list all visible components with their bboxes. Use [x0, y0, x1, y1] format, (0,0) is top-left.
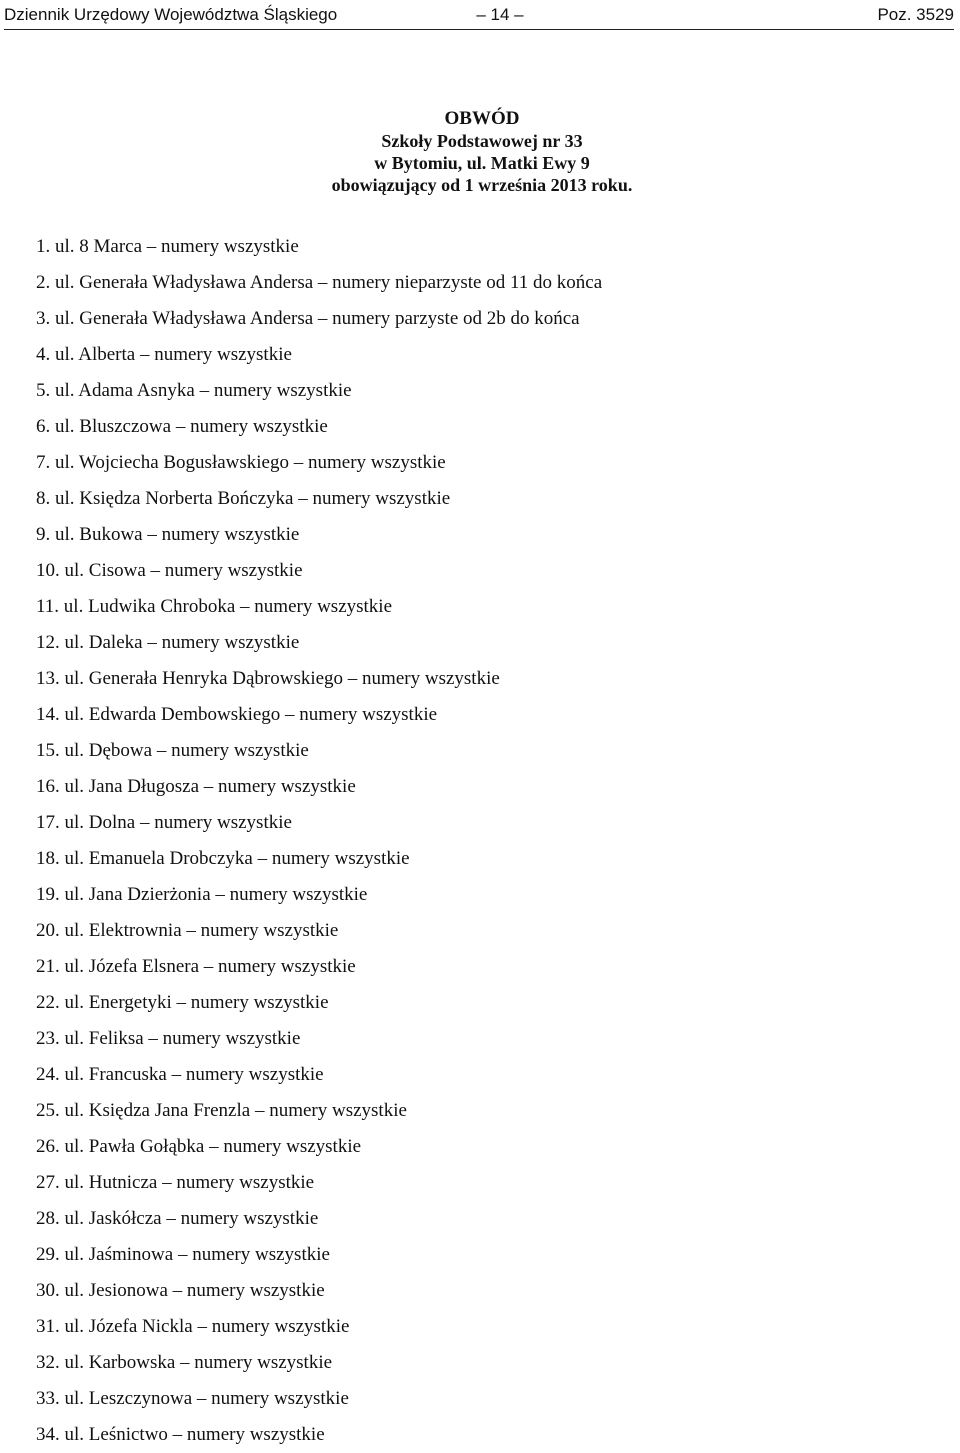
- list-item: 21. ul. Józefa Elsnera – numery wszystkie: [36, 956, 356, 977]
- list-item: 16. ul. Jana Długosza – numery wszystkie: [36, 776, 356, 797]
- title-line-1: OBWÓD: [444, 108, 520, 129]
- list-item: 6. ul. Bluszczowa – numery wszystkie: [36, 416, 328, 437]
- list-item: 10. ul. Cisowa – numery wszystkie: [36, 560, 303, 581]
- list-item: 8. ul. Księdza Norberta Bończyka – numery wszystkie: [36, 488, 451, 509]
- list-item: 4. ul. Alberta – numery wszystkie: [36, 344, 292, 365]
- page-number: – 14 –: [476, 5, 524, 24]
- list-item: 28. ul. Jaskółcza – numery wszystkie: [36, 1208, 319, 1229]
- list-item: 29. ul. Jaśminowa – numery wszystkie: [36, 1244, 330, 1265]
- list-item: 7. ul. Wojciecha Bogusławskiego – numery wszystkie: [36, 452, 446, 473]
- list-item: 26. ul. Pawła Gołąbka – numery wszystkie: [36, 1136, 362, 1157]
- list-item: 20. ul. Elektrownia – numery wszystkie: [36, 920, 339, 941]
- list-item: 30. ul. Jesionowa – numery wszystkie: [36, 1280, 325, 1301]
- list-item: 11. ul. Ludwika Chroboka – numery wszystkie: [36, 596, 393, 617]
- list-item: 27. ul. Hutnicza – numery wszystkie: [36, 1172, 315, 1193]
- list-item: 14. ul. Edwarda Dembowskiego – numery wszystkie: [36, 704, 438, 725]
- page-header: [4, 3, 954, 30]
- list-item: 25. ul. Księdza Jana Frenzla – numery wszystkie: [36, 1100, 407, 1121]
- position-number: Poz. 3529: [877, 5, 954, 24]
- list-item: 5. ul. Adama Asnyka – numery wszystkie: [36, 380, 352, 401]
- street-list: [36, 229, 602, 1453]
- journal-title: Dziennik Urzędowy Województwa Śląskiego: [4, 5, 338, 24]
- list-item: 12. ul. Daleka – numery wszystkie: [36, 632, 300, 653]
- list-item: 19. ul. Jana Dzierżonia – numery wszystkie: [36, 884, 368, 905]
- list-item: 31. ul. Józefa Nickla – numery wszystkie: [36, 1316, 350, 1337]
- list-item: 3. ul. Generała Władysława Andersa – numery parzyste od 2b do końca: [36, 308, 580, 329]
- list-item: 24. ul. Francuska – numery wszystkie: [36, 1064, 324, 1085]
- list-item: 22. ul. Energetyki – numery wszystkie: [36, 992, 329, 1013]
- list-item: 17. ul. Dolna – numery wszystkie: [36, 812, 292, 833]
- list-item: 18. ul. Emanuela Drobczyka – numery wszystkie: [36, 848, 410, 869]
- title-line-4: obowiązujący od 1 września 2013 roku.: [331, 175, 633, 195]
- title-line-2: Szkoły Podstawowej nr 33: [381, 131, 583, 151]
- list-item: 15. ul. Dębowa – numery wszystkie: [36, 740, 309, 761]
- list-item: 9. ul. Bukowa – numery wszystkie: [36, 524, 300, 545]
- list-item: 1. ul. 8 Marca – numery wszystkie: [36, 236, 299, 257]
- list-item: 33. ul. Leszczynowa – numery wszystkie: [36, 1388, 349, 1409]
- document-title: [0, 108, 960, 196]
- list-item: 34. ul. Leśnictwo – numery wszystkie: [36, 1424, 325, 1445]
- list-item: 23. ul. Feliksa – numery wszystkie: [36, 1028, 301, 1049]
- list-item: 2. ul. Generała Władysława Andersa – numery nieparzyste od 11 do końca: [36, 272, 603, 293]
- list-item: 13. ul. Generała Henryka Dąbrowskiego – numery wszystkie: [36, 668, 500, 689]
- list-item: 32. ul. Karbowska – numery wszystkie: [36, 1352, 333, 1373]
- title-line-3: w Bytomiu, ul. Matki Ewy 9: [374, 153, 590, 173]
